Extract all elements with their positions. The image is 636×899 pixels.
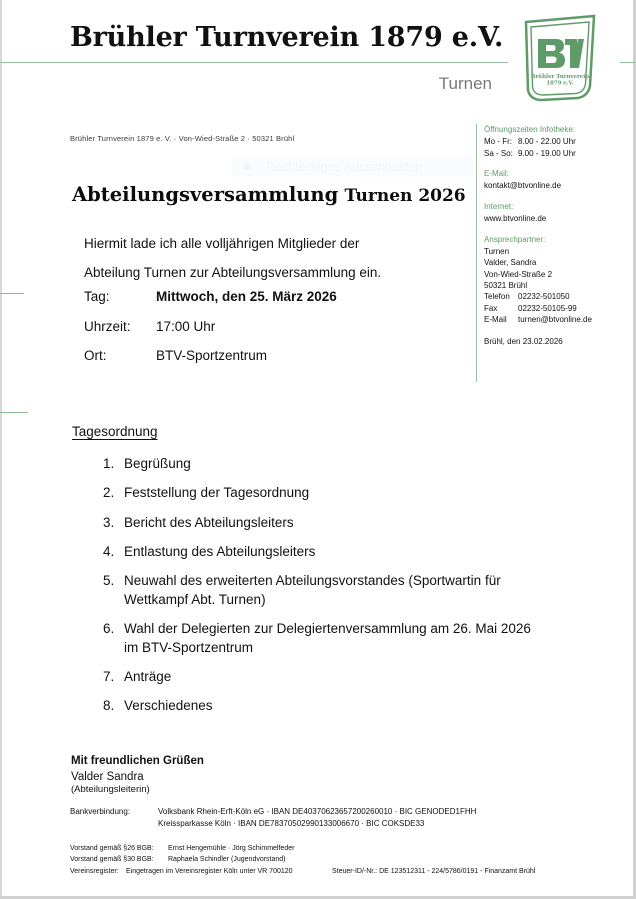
register-value: Eingetragen im Vereinsregister Köln unter VR 700120: [126, 868, 293, 875]
contact-email-label: E-Mail: [484, 315, 507, 325]
sender-address-line: Brühler Turnverein 1879 e. V. · Von-Wied-Straße 2 · 50321 Brühl: [70, 134, 295, 143]
letterhead-header: [0, 0, 636, 118]
contact-phone-label: Telefon: [484, 292, 510, 302]
fold-mark-upper: [0, 293, 24, 294]
document-title: [72, 183, 466, 206]
agenda-heading: Tagesordnung: [72, 424, 158, 439]
agenda-item: 4. Entlastung des Abteilungsleiters: [118, 543, 548, 561]
contact-department: Turnen: [484, 246, 510, 256]
agenda-item: 1. Begrüßung: [118, 455, 548, 473]
contact-phone-value: 02232-501050: [518, 292, 570, 302]
sidebar-email-heading: E-Mail:: [484, 169, 509, 179]
agenda-list: [88, 455, 548, 727]
board-row-30: [70, 855, 294, 866]
board-row-26: [70, 844, 294, 855]
hours-weekend-days: Sa - So:: [484, 148, 513, 158]
board-30-label: Vorstand gemäß §30 BGB:: [70, 855, 154, 863]
detail-label-place: Ort:: [84, 348, 107, 364]
bank-values: [158, 806, 476, 829]
sidebar-hours-block: [484, 124, 634, 159]
detail-label-day: Tag:: [84, 289, 110, 304]
detail-row-place: [84, 347, 484, 365]
intro-line-1: Hiermit lade ich alle volljährigen Mitglieder der: [84, 236, 360, 251]
detail-row-time: [84, 318, 484, 336]
sidebar-internet-value[interactable]: www.btvonline.de: [484, 214, 547, 224]
document-title-rest: Turnen 2026: [344, 186, 466, 206]
place-and-date: Brühl, den 23.02.2026: [484, 337, 563, 347]
sidebar-contact-heading: Ansprechpartner:: [484, 234, 546, 244]
signature-role: (Abteilungsleiterin): [71, 784, 150, 795]
agenda-item: 8. Verschiedenes: [118, 697, 548, 715]
btv-logo-icon: [516, 12, 604, 104]
contact-street: Von-Wied-Straße 2: [484, 269, 553, 279]
detail-label-time: Uhrzeit:: [84, 318, 131, 334]
register-label: Vereinsregister:: [70, 868, 119, 875]
hours-weekday-time: 8.00 - 22.00 Uhr: [518, 137, 576, 147]
snipping-tool-ghost-tooltip: [232, 157, 474, 177]
sidebar-divider: [476, 124, 477, 382]
agenda-item: 3. Bericht des Abteilungsleiters: [118, 514, 548, 532]
detail-value-day: Mittwoch, den 25. März 2026: [156, 289, 337, 304]
sidebar-hours-heading: Öffnungszeiten Infotheke:: [484, 125, 576, 134]
agenda-item: 7. Anträge: [118, 668, 548, 686]
board-26-value: Ernst Hengemühle · Jörg Schimmelfeder: [168, 845, 295, 852]
rectangle-snip-icon: [244, 164, 250, 170]
bank-line-1: Volksbank Rhein-Erft-Köln eG · IBAN DE40370623657200260010 · BIC GENODED1FHH: [158, 807, 477, 816]
contact-email-row: [484, 314, 634, 325]
contact-email-value[interactable]: turnen@btvonline.de: [518, 315, 592, 325]
contact-fax-row: [484, 303, 634, 314]
detail-row-day: [84, 288, 484, 306]
board-26-label: Vorstand gemäß §26 BGB:: [70, 845, 154, 852]
ghost-tooltip-label: Rechteckiges Ausschneiden: [266, 160, 423, 174]
svg-text:Brühler Turnverein: Brühler Turnverein: [530, 74, 590, 80]
bank-line-2: Kreissparkasse Köln · IBAN DE78370502990133006670 · BIC COKSDE33: [158, 818, 425, 828]
hours-weekday-days: Mo - Fr:: [484, 137, 512, 147]
sidebar-hours-weekend: [484, 148, 634, 159]
department-title: Turnen: [438, 74, 492, 93]
agenda-item: 2. Feststellung der Tagesordnung: [118, 484, 548, 502]
organisation-title: Brühler Turnverein 1879 e.V.: [70, 22, 504, 53]
register-and-tax: [70, 868, 610, 875]
document-title-bold: Abteilungsversammlung: [72, 183, 339, 206]
contact-phone-row: [484, 291, 634, 302]
sidebar-internet-heading: Internet:: [484, 201, 514, 211]
signature-name: Valder Sandra: [71, 771, 144, 783]
contact-fax-label: Fax: [484, 303, 498, 313]
page-edge-left: [0, 0, 2, 899]
event-details: [84, 288, 484, 377]
signature-greeting: Mit freundlichen Grüßen: [71, 755, 204, 767]
invitation-intro: [84, 235, 464, 293]
bank-details: [70, 806, 476, 829]
board-30-value: Raphaela Schindler (Jugendvorstand): [168, 855, 286, 863]
svg-text:1879 e.V.: 1879 e.V.: [546, 80, 574, 87]
sidebar-email-value[interactable]: kontakt@btvonline.de: [484, 181, 562, 191]
board-members: [70, 844, 294, 866]
sidebar-internet-block: [484, 201, 634, 225]
hours-weekend-time: 9.00 - 19.00 Uhr: [518, 148, 576, 158]
fold-mark-lower: [0, 412, 28, 413]
contact-name: Valder, Sandra: [484, 258, 537, 268]
agenda-item: 6. Wahl der Delegierten zur Delegiertenversammlung am 26. Mai 2026 im BTV-Sportzentrum: [118, 620, 548, 657]
sidebar-contact-block: [484, 234, 634, 326]
bank-label: Bankverbindung:: [70, 807, 131, 816]
tax-value: Steuer-ID/-Nr.: DE 123512311 - 224/5786/0191 - Finanzamt Brühl: [332, 868, 536, 875]
signature-block: [71, 755, 204, 795]
contact-sidebar: [484, 124, 634, 382]
contact-city: 50321 Brühl: [484, 280, 528, 290]
agenda-item: 5. Neuwahl des erweiterten Abteilungsvorstandes (Sportwartin für Wettkampf Abt. Turnen): [118, 572, 548, 609]
contact-fax-value: 02232-50105-99: [518, 303, 577, 313]
detail-value-place: BTV-Sportzentrum: [156, 348, 268, 364]
sidebar-email-block: [484, 168, 634, 192]
intro-line-2: Abteilung Turnen zur Abteilungsversammlung ein.: [84, 265, 382, 281]
sidebar-hours-weekday: [484, 136, 634, 147]
detail-value-time: 17:00 Uhr: [156, 318, 216, 334]
